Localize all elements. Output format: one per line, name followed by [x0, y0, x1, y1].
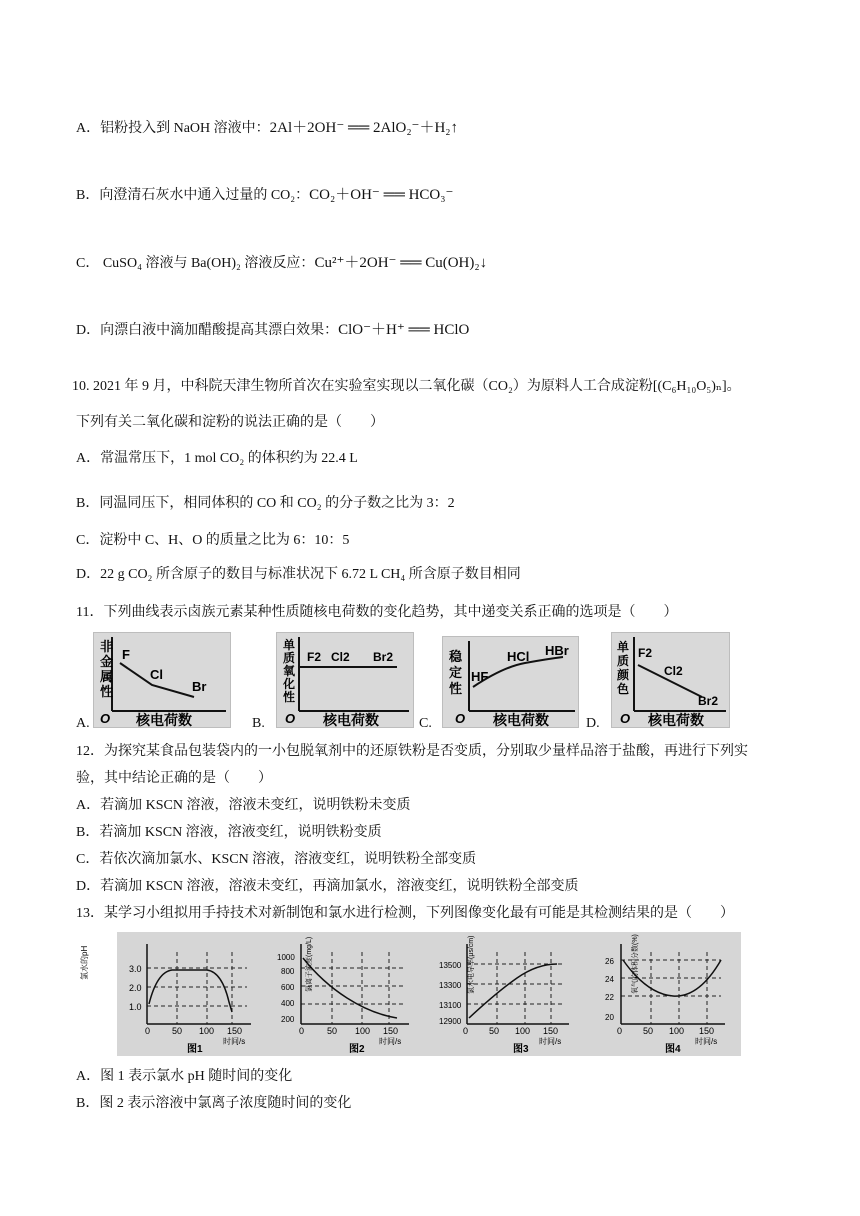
y-label-1: 稳 [449, 649, 463, 664]
fig2-ytick-5: 200 [281, 1015, 295, 1024]
fig1-ytick-1: 3.0 [129, 964, 142, 974]
fig2-xtick-100: 100 [355, 1026, 371, 1036]
fig3-xtick-100: 100 [515, 1026, 531, 1036]
y-label-2: 质 [617, 654, 630, 668]
fig3-ytick-2: 13300 [439, 981, 462, 990]
y-label-3: 氧 [283, 664, 296, 678]
y-label-1: 单 [617, 640, 630, 654]
point-label-f2: F2 [307, 650, 322, 664]
q10-option-d: D．22 g CO₂ 所含原子的数目与标准状况下 6.72 L CH₄ 所含原子数目相同 [76, 567, 521, 582]
fig2-ytick-1: 1000 [277, 953, 295, 962]
q10-option-a: A．常温常压下，1 mol CO₂ 的体积约为 22.4 L [76, 451, 358, 466]
fig2-ylabel: 氯离子浓度(mg/L) [306, 936, 313, 992]
point-label-cl2: Cl2 [331, 650, 350, 664]
point-label-br2: Br2 [373, 650, 394, 664]
y-label-4: 化 [283, 677, 296, 691]
q10-stem-line1: 10. 2021 年 9 月，中科院天津生物所首次在实验室实现以二氧化碳（CO₂）为原料人工合成淀粉[(C₆H₁₀O₅)ₙ]。 [72, 379, 741, 394]
fig3-xlabel: 时间/s [539, 1037, 562, 1046]
fig2-curve [303, 958, 397, 1018]
origin-label: O [620, 711, 631, 726]
q12-option-a: A．若滴加 KSCN 溶液，溶液未变红，说明铁粉未变质 [76, 798, 411, 813]
fig1-ytick-3: 1.0 [129, 1002, 142, 1012]
q10-option-c: C．淀粉中 C、H、O 的质量之比为 6：10：5 [76, 533, 350, 548]
y-label-4: 色 [617, 682, 630, 696]
y-label-3: 属 [100, 669, 114, 684]
fig3-xtick-0: 0 [463, 1026, 469, 1036]
y-label-2: 金 [100, 654, 114, 669]
point-label-cl2: Cl2 [664, 664, 683, 678]
fig1-xtick-150: 150 [227, 1026, 243, 1036]
point-label-hf: HF [471, 669, 489, 684]
fig1-caption: 图1 [187, 1044, 203, 1055]
y-label-5: 性 [283, 690, 296, 704]
origin-label: O [100, 711, 111, 726]
fig4-ytick-1: 26 [605, 957, 614, 966]
q11-graph-c [442, 636, 579, 728]
origin-label: O [285, 711, 296, 726]
q9-option-c [76, 253, 487, 274]
q12-stem-line2: 验，其中结论正确的是（ ） [76, 771, 272, 786]
point-label-hbr: HBr [545, 643, 569, 658]
fig3-xtick-50: 50 [489, 1026, 500, 1036]
point-label-br2: Br2 [698, 694, 719, 708]
fig1-xtick-100: 100 [199, 1026, 215, 1036]
point-label-f: F [122, 647, 130, 662]
fig4-ytick-3: 22 [605, 993, 614, 1002]
fig3-ytick-1: 13500 [439, 961, 462, 970]
point-label-br: Br [192, 679, 207, 694]
point-label-f2: F2 [638, 646, 653, 660]
q11-option-b-label: B. [252, 716, 265, 731]
q12-option-c: C．若依次滴加氯水、KSCN 溶液，溶液变红，说明铁粉全部变质 [76, 852, 477, 867]
fig4-ytick-4: 20 [605, 1013, 614, 1022]
q9-option-a-equation: 2Al＋2OH⁻ ══ 2AlO₂⁻＋H₂↑ [269, 120, 459, 136]
fig3-curve [469, 964, 557, 1018]
q10-stem-line2: 下列有关二氧化碳和淀粉的说法正确的是（ ） [76, 415, 384, 430]
q11-option-c-label: C. [419, 716, 432, 731]
fig4-xlabel: 时间/s [695, 1037, 718, 1046]
q9-option-d-prefix: D．向漂白液中滴加醋酸提高其漂白效果： [76, 323, 339, 338]
q11-graph-a [93, 632, 231, 728]
q9-option-d-equation: ClO⁻＋H⁺ ══ HClO [338, 322, 470, 338]
fig2-caption: 图2 [349, 1044, 365, 1055]
q13-option-b: B．图 2 表示溶液中氯离子浓度随时间的变化 [76, 1096, 352, 1111]
fig2-ytick-4: 400 [281, 999, 295, 1008]
fig4-ytick-2: 24 [605, 975, 614, 984]
fig4-xtick-150: 150 [699, 1026, 715, 1036]
q12-option-b: B．若滴加 KSCN 溶液，溶液变红，说明铁粉变质 [76, 825, 382, 840]
fig3-ylabel: 氯水电导率(μs/cm) [468, 935, 475, 994]
fig3-xtick-150: 150 [543, 1026, 559, 1036]
fig4-xtick-50: 50 [643, 1026, 654, 1036]
x-label: 核电荷数 [648, 712, 704, 728]
q9-option-b-prefix: B．向澄清石灰水中通入过量的 CO₂： [76, 188, 310, 203]
q13-option-a: A．图 1 表示氯水 pH 随时间的变化 [76, 1069, 293, 1084]
fig1-ylabel: 氯水的pH [80, 945, 89, 980]
y-label-3: 颜 [617, 668, 630, 682]
q11-graph-d [611, 632, 730, 728]
q12-stem-line1: 12．为探究某食品包装袋内的一小包脱氧剂中的还原铁粉是否变质，分别取少量样品溶于盐酸，再进行下列实 [76, 744, 748, 759]
x-label: 核电荷数 [323, 712, 379, 728]
fig3-caption: 图3 [513, 1044, 529, 1055]
origin-label: O [455, 711, 466, 726]
fig4-xtick-0: 0 [617, 1026, 623, 1036]
q9-option-a-prefix: A．铝粉投入到 NaOH 溶液中： [76, 121, 270, 136]
x-label: 核电荷数 [136, 712, 192, 728]
fig4-ylabel: 氧气的体积分数(%) [632, 934, 639, 994]
y-label-1: 非 [100, 639, 114, 654]
fig2-ytick-3: 600 [281, 983, 295, 992]
fig2-xtick-50: 50 [327, 1026, 338, 1036]
q11-stem: 11．下列曲线表示卤族元素某种性质随核电荷数的变化趋势，其中递变关系正确的选项是（ ） [76, 605, 678, 620]
fig2-xtick-150: 150 [383, 1026, 399, 1036]
y-label-4: 性 [100, 684, 114, 699]
q10-option-b: B．同温同压下，相同体积的 CO 和 CO₂ 的分子数之比为 3：2 [76, 496, 455, 511]
fig2-xlabel: 时间/s [379, 1037, 402, 1046]
q9-option-c-equation: Cu²⁺＋2OH⁻ ══ Cu(OH)₂↓ [314, 255, 488, 271]
fig1-ytick-2: 2.0 [129, 983, 142, 993]
fig2-ytick-2: 800 [281, 967, 295, 976]
y-label-3: 性 [449, 681, 463, 696]
q9-option-c-prefix: C． CuSO₄ 溶液与 Ba(OH)₂ 溶液反应： [76, 256, 315, 271]
fig4-xtick-100: 100 [669, 1026, 685, 1036]
q13-figures [80, 932, 741, 1056]
point-label-cl: Cl [150, 667, 163, 682]
fig4-caption: 图4 [665, 1044, 681, 1055]
q11-graph-b [276, 632, 414, 728]
q9-option-a [76, 118, 458, 139]
fig2-xtick-0: 0 [299, 1026, 305, 1036]
q9-option-d [76, 320, 469, 341]
q11-option-d-label: D. [586, 716, 600, 731]
fig3-ytick-3: 13100 [439, 1001, 462, 1010]
fig1-xtick-50: 50 [172, 1026, 183, 1036]
x-label: 核电荷数 [493, 712, 549, 728]
fig1-xlabel: 时间/s [223, 1037, 246, 1046]
q12-option-d: D．若滴加 KSCN 溶液，溶液未变红，再滴加氯水，溶液变红，说明铁粉全部变质 [76, 879, 579, 894]
fig1-xtick-0: 0 [145, 1026, 151, 1036]
point-label-hcl: HCl [507, 649, 530, 664]
q9-option-b-equation: CO₂＋OH⁻ ══ HCO₃⁻ [309, 187, 454, 203]
y-label-1: 单 [283, 638, 296, 652]
y-label-2: 定 [449, 665, 463, 680]
q11-option-a-label: A. [76, 716, 90, 731]
y-label-2: 质 [283, 651, 296, 665]
q13-stem: 13．某学习小组拟用手持技术对新制饱和氯水进行检测，下列图像变化最有可能是其检测结果的是（ ） [76, 906, 734, 921]
fig3-ytick-4: 12900 [439, 1017, 462, 1026]
q9-option-b [76, 185, 453, 206]
